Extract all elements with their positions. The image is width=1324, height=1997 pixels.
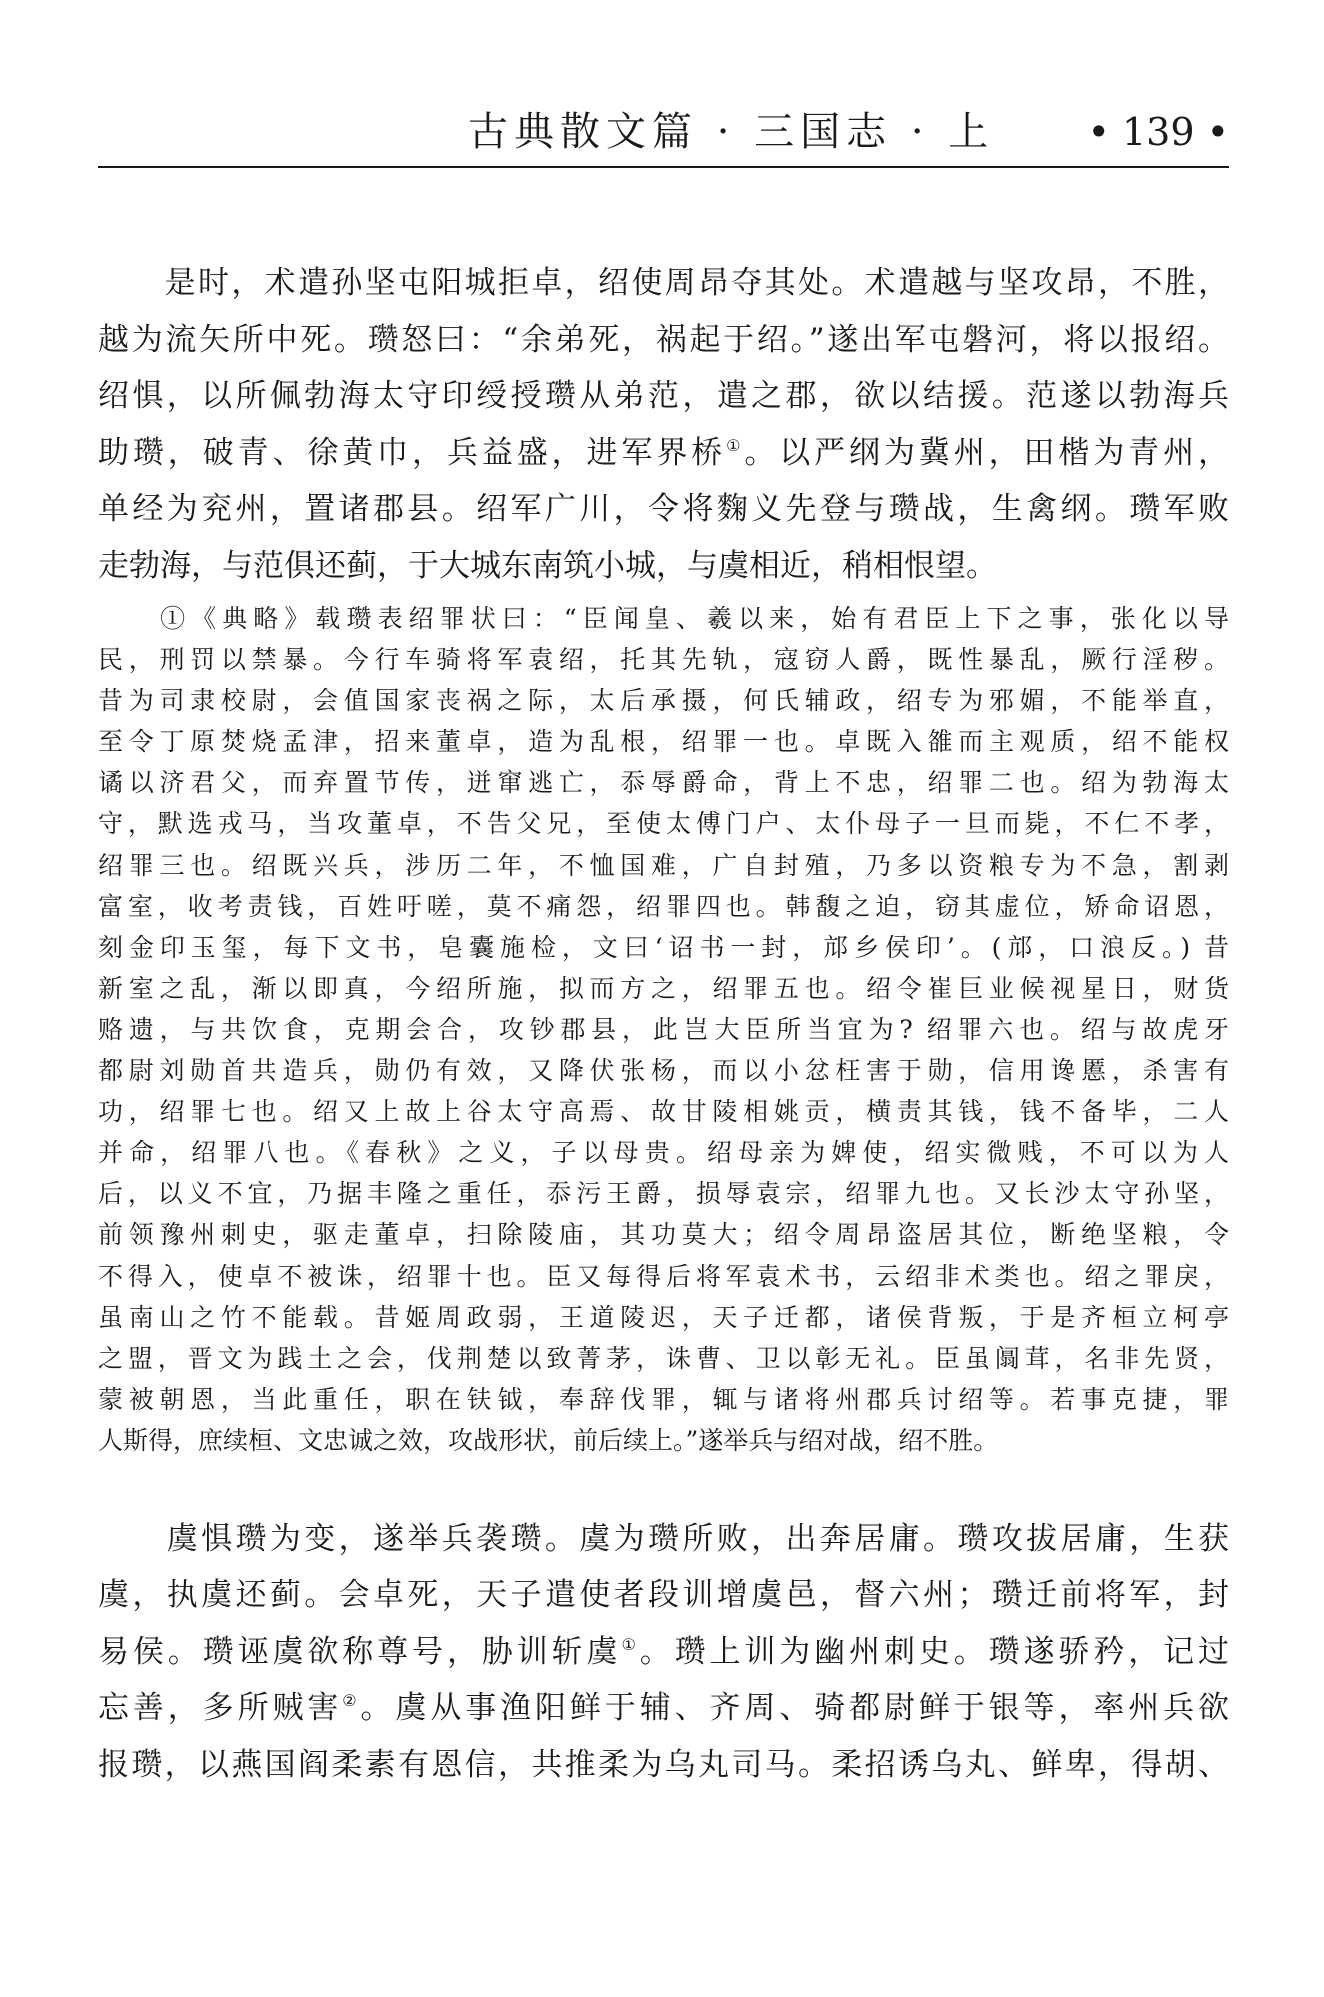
- note-line: 新室之乱，渐以即真，今绍所施，拟而方之，绍罪五也。绍令崔巨业候视星日，财货: [98, 973, 1229, 1003]
- text-segment: 。虞从事渔阳鲜于辅、齐周、骑都尉鲜于银等，率州兵欲: [360, 1690, 1229, 1727]
- note-line: 蒙被朝恩，当此重任，职在𫓧钺，奉辞伐罪，辄与诸将州郡兵讨绍等。若事克捷，罪: [98, 1384, 1229, 1414]
- note-line: 守，默选戎马，当攻董卓，不告父兄，至使太傅门户、太仆母子一旦而毙，不仁不孝，: [98, 809, 1229, 839]
- text-line: [98, 425, 1229, 482]
- note-line: ①《典略》载瓒表绍罪状曰：“臣闻皇、羲以来，始有君臣上下之事，张化以导: [98, 604, 1229, 633]
- section-gap: [98, 1461, 1229, 1511]
- note-line: 富室，收考责钱，百姓吁嗟，莫不痛怨，绍罪四也。韩馥之迫，窃其虚位，矫命诏恩，: [98, 891, 1229, 921]
- note-line: 谲以济君父，而弃置节传，迸窜逃亡，忝辱爵命，背上不忠，绍罪二也。绍为勃海太: [98, 768, 1229, 798]
- note-line: 并命，绍罪八也。《春秋》之义，子以母贵。绍母亲为婢使，绍实微贱，不可以为人: [98, 1138, 1229, 1168]
- text-line: 是时，术遣孙坚屯阳城拒卓，绍使周昂夺其处。术遣越与坚攻昂，不胜，: [98, 265, 1229, 301]
- note-line: 功，绍罪七也。绍又上故上谷太守高焉、故甘陵相姚贡，横责其钱，钱不备毕，二人: [98, 1097, 1229, 1127]
- text-line: [98, 1624, 1229, 1681]
- text-line: 虞惧瓒为变，遂举兵袭瓒。虞为瓒所败，出奔居庸。瓒攻拔居庸，生获: [98, 1520, 1229, 1557]
- annotation-block: [98, 598, 1229, 1461]
- note-line: 刻金印玉玺，每下文书，皂囊施检，文曰‘诏书一封，邟乡侯印’。(邟，口浪反。) 昔: [98, 932, 1229, 962]
- note-line: 赂遗，与共饮食，克期会合，攻钞郡县，此岂大臣所当宜为? 绍罪六也。绍与故虎牙: [98, 1014, 1229, 1044]
- note-line: 至令丁原焚烧孟津，招来董卓，造为乱根，绍罪一也。卓既入雒而主观质，绍不能权: [98, 727, 1229, 757]
- text-segment: 。以严纲为冀州，田楷为青州，: [744, 434, 1229, 471]
- text-segment: 。瓒上训为幽州刺史。瓒遂骄矜，记过: [639, 1633, 1229, 1670]
- note-line: 虽南山之竹不能载。昔姬周政弱，王道陵迟，天子迁都，诸侯背叛，于是齐桓立柯亭: [98, 1302, 1229, 1332]
- note-line: 前领豫州刺史，驱走董卓，扫除陵庙，其功莫大；绍令周昂盗居其位，断绝坚粮，令: [98, 1220, 1229, 1250]
- page-number: • 139 •: [1087, 110, 1229, 154]
- text-segment: 易侯。瓒诬虞欲称尊号，胁训斩虞: [98, 1633, 622, 1670]
- note-line: 人斯得，庶续桓、文忠诚之效，攻战形状，前后续上。”遂举兵与绍对战，绍不胜。: [98, 1425, 999, 1455]
- main-paragraph-2: [98, 1511, 1229, 1794]
- note-line: 绍罪三也。绍既兴兵，涉历二年，不恤国难，广自封殖，乃多以资粮专为不急，割剥: [98, 850, 1229, 880]
- note-line: 民，刑罚以禁暴。今行车骑将军袁绍，托其先轨，寇窃人爵，既性暴乱，厥行淫秽。: [98, 645, 1229, 675]
- text-line: 虞，执虞还蓟。会卓死，天子遣使者段训增虞邑，督六州；瓒迁前将军，封: [98, 1577, 1229, 1614]
- note-line: 不得入，使卓不被诛，绍罪十也。臣又每得后将军袁术书，云绍非术类也。绍之罪戾，: [98, 1261, 1229, 1291]
- running-head-title: 古典散文篇 · 三国志 · 上: [468, 109, 995, 155]
- text-line: 走勃海，与范俱还蓟，于大城东南筑小城，与虞相近，稍相恨望。: [98, 547, 997, 584]
- page-body: [98, 255, 1229, 1793]
- text-line: 越为流矢所中死。瓒怒曰：“余弟死，祸起于绍。”遂出军屯磐河，将以报绍。: [98, 321, 1229, 358]
- text-line: 报瓒，以燕国阎柔素有恩信，共推柔为乌丸司马。柔招诱乌丸、鲜卑，得胡、: [98, 1746, 1229, 1783]
- text-segment: 忘善，多所贼害: [98, 1690, 343, 1727]
- note-line: 都尉刘勋首共造兵，勋仍有效，又降伏张杨，而以小忿枉害于勋，信用谗慝，杀害有: [98, 1056, 1229, 1086]
- text-line: 绍惧，以所佩勃海太守印绶授瓒从弟范，遣之郡，欲以结援。范遂以勃海兵: [98, 378, 1229, 414]
- running-header: [98, 106, 1229, 168]
- note-line: 之盟，晋文为践土之会，伐荆楚以致菁茅，诛曹、卫以彰无礼。臣虽阘茸，名非先贤，: [98, 1343, 1229, 1373]
- text-line: 单经为兖州，置诸郡县。绍军广川，令将麴义先登与瓒战，生禽纲。瓒军败: [98, 491, 1229, 527]
- footnote-marker: ②: [342, 1691, 361, 1711]
- main-paragraph-1: [98, 255, 1229, 594]
- footnote-marker: ①: [621, 1634, 640, 1654]
- footnote-marker: ①: [726, 435, 745, 455]
- note-line: 昔为司隶校尉，会值国家丧祸之际，太后承摄，何氏辅政，绍专为邪媚，不能举直，: [98, 686, 1229, 716]
- note-line: 后，以义不宜，乃据丰隆之重任，忝污王爵，损辱袁宗，绍罪九也。又长沙太守孙坚，: [98, 1179, 1229, 1209]
- text-segment: 助瓒，破青、徐黄巾，兵益盛，进军界桥: [98, 434, 727, 471]
- text-line: [98, 1680, 1229, 1737]
